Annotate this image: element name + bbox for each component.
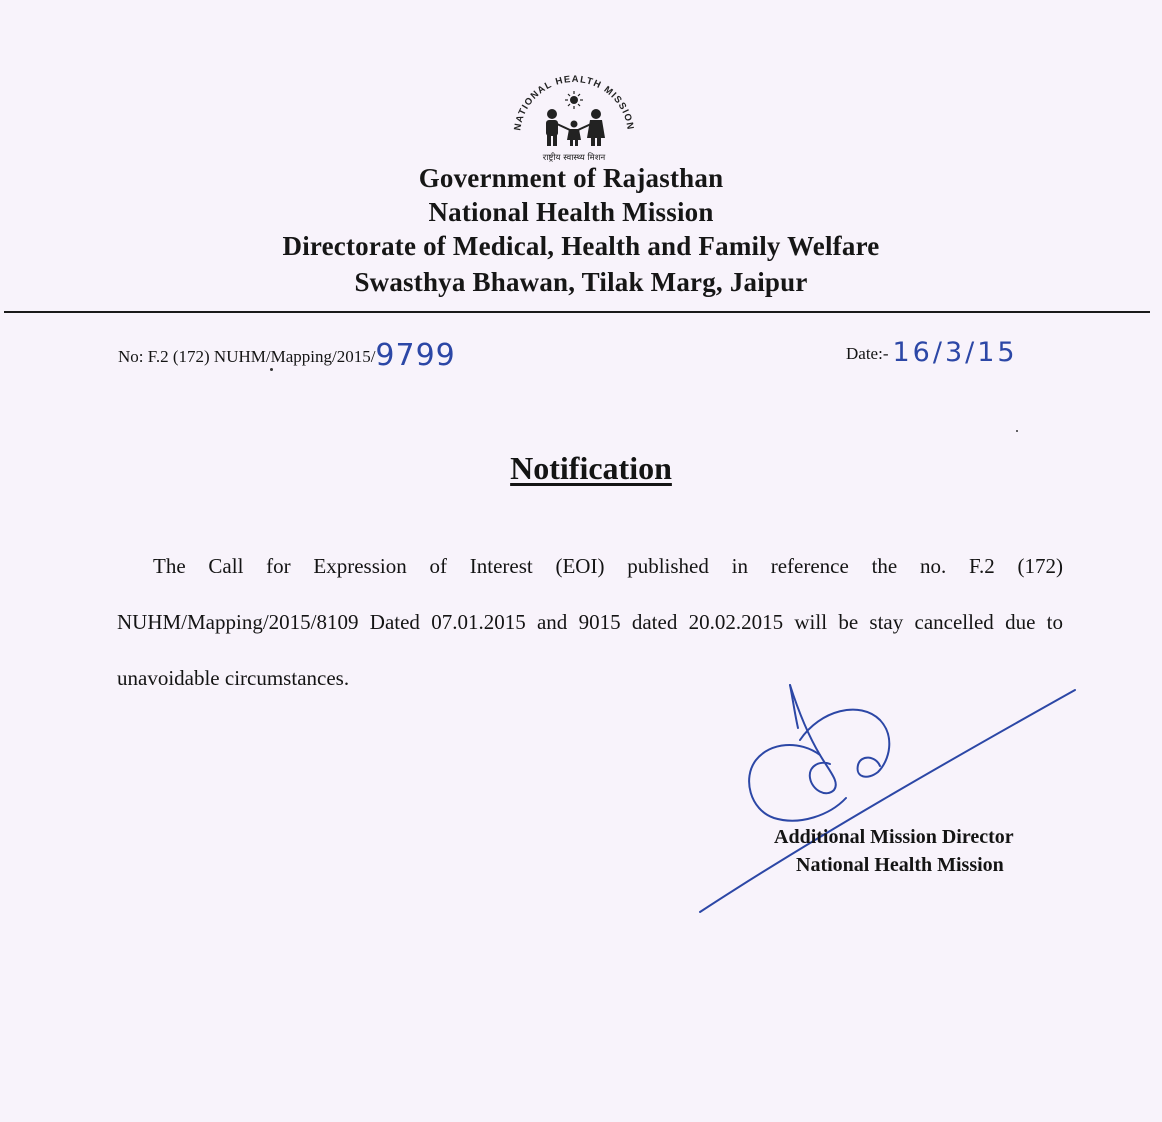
date-label: Date:- [846,344,889,363]
paper-speck [1016,430,1018,432]
logo-hindi-text: राष्ट्रीय स्वास्थ्य मिशन [542,153,606,163]
page-title [0,450,1162,487]
signatory-department: National Health Mission [796,854,1004,876]
reference-prefix: No: F.2 (172) NUHM/Mapping/2015/ [118,347,376,366]
date-field [846,335,1018,366]
logo-ring-text: NATIONAL HEALTH MISSION [512,74,636,132]
reference-number [118,335,456,373]
notification-body: The Call for Expression of Interest (EOI) published in reference the no. F.2 (172) NUHM/Mapping/2015/8109 Dated 07.01.2015 and 9015 dated 20.02.2015 will be stay cancelled due to unavoidable circumstances. [117,554,1063,690]
family-figures-icon [546,109,605,146]
header-mission: National Health Mission [428,197,714,227]
signatory-block [760,823,1080,879]
signature-scribble [690,680,1090,920]
header-government: Government of Rajasthan [418,163,724,193]
title-text: Notification [510,450,672,486]
header-directorate: Directorate of Medical, Health and Family Welfare [282,231,880,261]
reference-handwritten-number: 9799 [375,338,456,373]
paper-speck [270,368,273,371]
header-address: Swasthya Bhawan, Tilak Marg, Jaipur [354,267,808,297]
header-divider [4,311,1150,313]
date-handwritten-value: 16/3/15 [892,337,1018,368]
nhm-logo [500,74,648,170]
signatory-designation: Additional Mission Director [774,826,1014,848]
